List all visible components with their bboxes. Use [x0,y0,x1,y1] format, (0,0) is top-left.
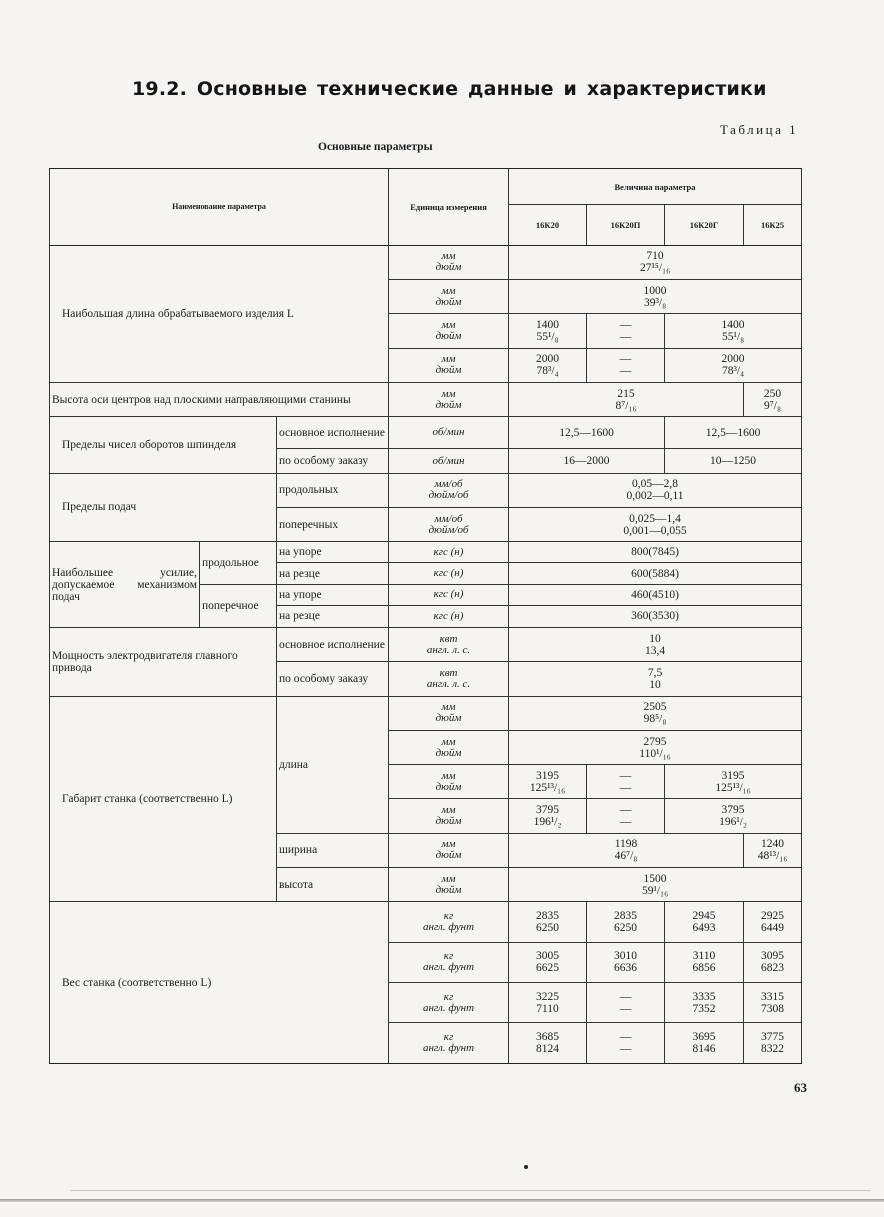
value-cell: 3110 6856 [665,942,744,982]
value-cell: 10 13,4 [509,627,802,661]
value-cell: 215 8⁷/₁₆ [509,382,744,416]
sub-basic: основное исполнение [277,417,389,449]
value-cell: 3010 6636 [587,942,665,982]
param-dimensions: Габарит станка (соответственно L) [50,696,277,902]
value-cell: 0,05—2,8 0,002—0,11 [509,473,802,507]
print-dot [524,1165,528,1169]
value-cell: 3775 8322 [744,1023,802,1064]
param-max-force: Наибольшее усилие, допускаемое механизмом подач [50,542,200,628]
unit-cell: мм дюйм [389,868,509,902]
value-cell: 1240 48¹³/₁₆ [744,833,802,867]
unit-kgf: кгс (н) [389,542,509,563]
value-cell: 250 9⁷/₈ [744,382,802,416]
sub-transverse-force: поперечное [200,584,277,627]
value-cell: 3795 196¹/₂ [509,799,587,833]
sub-on-cutter: на резце [277,605,389,627]
header-model-16k25: 16К25 [744,205,802,245]
value-cell: 7,5 10 [509,662,802,696]
unit-cell: квт англ. л. с. [389,627,509,661]
value-cell: 710 27¹⁵/₁₆ [509,245,802,279]
value-cell: 2835 6250 [509,902,587,942]
unit-cell: мм дюйм [389,833,509,867]
value-cell: 1198 46⁷/₈ [509,833,744,867]
value-cell: 3095 6823 [744,942,802,982]
value-cell: 12,5—1600 [665,417,802,449]
value-cell: — — [587,799,665,833]
value-cell: 2945 6493 [665,902,744,942]
header-value: Величина параметра [509,169,802,205]
unit-cell: мм дюйм [389,696,509,730]
value-cell: 2835 6250 [587,902,665,942]
unit-cell: мм/об дюйм/об [389,507,509,541]
value-cell: 2505 98⁵/₈ [509,696,802,730]
sub-on-stop: на упоре [277,542,389,563]
sub-width: ширина [277,833,389,867]
unit-rpm: об/мин [389,449,509,473]
sub-length: длина [277,696,389,833]
unit-cell: квт англ. л. с. [389,662,509,696]
unit-cell: мм дюйм [389,799,509,833]
unit-cell: мм дюйм [389,382,509,416]
unit-cell: кг англ. фунт [389,942,509,982]
value-cell: 10—1250 [665,449,802,473]
value-cell: 800(7845) [509,542,802,563]
value-cell: 0,025—1,4 0,001—0,055 [509,507,802,541]
value-cell: 3795 196¹/₂ [665,799,802,833]
unit-cell: кг англ. фунт [389,983,509,1023]
page-number: 63 [794,1080,807,1095]
parameters-table [49,168,802,1064]
unit-kgf: кгс (н) [389,605,509,627]
unit-cell: мм дюйм [389,348,509,382]
page-edge-line [70,1190,870,1191]
value-cell: — — [587,983,665,1023]
value-cell: 3695 8146 [665,1023,744,1064]
value-cell: 3315 7308 [744,983,802,1023]
value-cell: 2000 78³/₄ [665,348,802,382]
header-model-16k20g: 16К20Г [665,205,744,245]
sub-special: по особому заказу [277,449,389,473]
unit-cell: мм дюйм [389,279,509,313]
param-motor-power: Мощность электродвигателя главного привода [50,627,277,696]
value-cell: 360(3530) [509,605,802,627]
sub-basic: основное исполнение [277,627,389,661]
unit-cell: мм дюйм [389,730,509,764]
unit-cell: мм дюйм [389,245,509,279]
value-cell: 600(5884) [509,563,802,584]
section-heading: 19.2. Основные технические данные и характеристики [132,78,767,100]
value-cell: 16—2000 [509,449,665,473]
value-cell: 1500 59¹/₁₆ [509,868,802,902]
value-cell: 12,5—1600 [509,417,665,449]
value-cell: 2925 6449 [744,902,802,942]
sub-transverse: поперечных [277,507,389,541]
param-spindle-speeds: Пределы чисел оборотов шпинделя [50,417,277,473]
unit-rpm: об/мин [389,417,509,449]
table-caption: Основные параметры [318,141,433,153]
value-cell: 1400 55¹/₈ [665,314,802,348]
value-cell: — — [587,348,665,382]
value-cell: 3685 8124 [509,1023,587,1064]
unit-kgf: кгс (н) [389,584,509,605]
value-cell: — — [587,765,665,799]
param-max-length: Наибольшая длина обрабатываемого изделия L [50,245,389,382]
unit-cell: мм дюйм [389,765,509,799]
unit-cell: мм/об дюйм/об [389,473,509,507]
unit-kgf: кгс (н) [389,563,509,584]
unit-cell: мм дюйм [389,314,509,348]
value-cell: 3225 7110 [509,983,587,1023]
value-cell: 2795 110¹/₁₆ [509,730,802,764]
value-cell: — — [587,314,665,348]
value-cell: 3195 125¹³/₁₆ [665,765,802,799]
unit-cell: кг англ. фунт [389,902,509,942]
sub-longitudinal-force: продольное [200,542,277,584]
value-cell: 3005 6625 [509,942,587,982]
param-feeds: Пределы подач [50,473,277,542]
value-cell: 460(4510) [509,584,802,605]
unit-cell: кг англ. фунт [389,1023,509,1064]
sub-special: по особому заказу [277,662,389,696]
header-model-16k20p: 16К20П [587,205,665,245]
header-model-16k20: 16К20 [509,205,587,245]
value-cell: 3195 125¹³/₁₆ [509,765,587,799]
sub-longitudinal: продольных [277,473,389,507]
value-cell: — — [587,1023,665,1064]
value-cell: 2000 78³/₄ [509,348,587,382]
header-unit: Единица измерения [389,169,509,246]
page-bottom-edge [0,1199,884,1202]
value-cell: 1400 55¹/₈ [509,314,587,348]
sub-on-cutter: на резце [277,563,389,584]
value-cell: 1000 39³/₈ [509,279,802,313]
param-weight: Вес станка (соответственно L) [50,902,389,1064]
sub-on-stop: на упоре [277,584,389,605]
header-name: Наименование параметра [50,169,389,246]
sub-height: высота [277,868,389,902]
value-cell: 3335 7352 [665,983,744,1023]
table-number: Таблица 1 [720,122,799,137]
param-center-height: Высота оси центров над плоскими направляющими станины [50,382,389,416]
